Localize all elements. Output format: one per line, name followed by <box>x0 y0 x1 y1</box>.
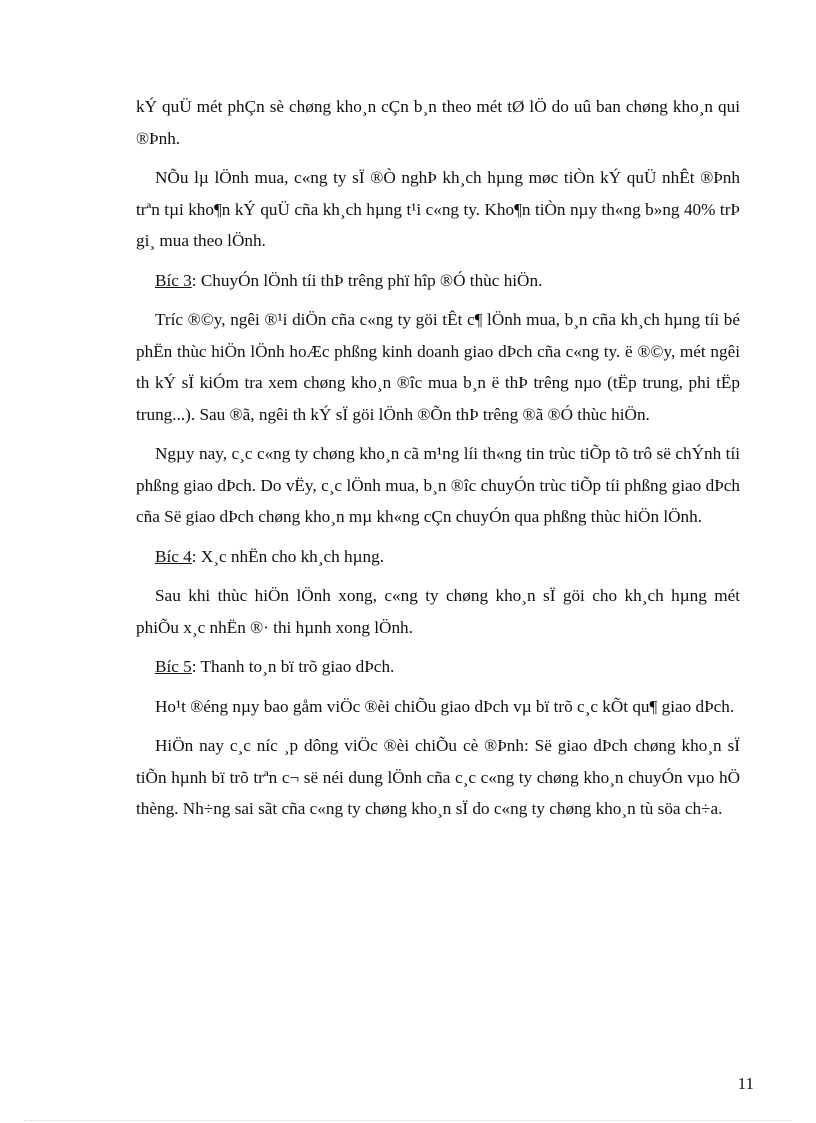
paragraph-confirmation: Sau khi thùc hiÖn lÖnh xong, c«ng ty chøng kho¸n sÏ göi cho kh¸ch hµng mét phiÕu x¸c nhËn ®· thi hµnh xong lÖnh. <box>136 586 740 637</box>
step-3-text: : ChuyÓn lÖnh tíi thÞ trêng phï hîp ®Ó thùc hiÖn. <box>191 270 543 290</box>
page-number: 11 <box>737 1074 754 1093</box>
step-4-heading <box>136 541 740 573</box>
paragraph-buy-order-deposit: NÕu lµ lÖnh mua, c«ng ty sÏ ®Ò nghÞ kh¸ch hµng møc tiÒn kÝ quÜ nhÊt ®Þnh trªn tµi kho¶n kÝ quÜ cña kh¸ch hµng t¹i c«ng ty. Kho¶n tiÒn nµy th«ng b»ng 40% trÞ gi¸ mua theo lÖnh. <box>136 168 740 250</box>
step-5-heading <box>136 651 740 683</box>
paragraph-previous-process: Tríc ®©y, ngêi ®¹i diÖn cña c«ng ty göi tÊt c¶ lÖnh mua, b¸n cña kh¸ch hµng tíi bé phËn thùc hiÖn lÖnh hoÆc phßng kinh doanh giao dÞch cña c«ng ty. ë ®©y, mét ngêi th kÝ sÏ kiÓm tra xem chøng kho¸n ®îc mua b¸n ë thÞ trêng nµo (tËp trung, phi tËp trung...). Sau ®ã, ngêi th kÝ sÏ göi lÖnh ®Õn thÞ trêng ®ã ®Ó thùc hiÖn. <box>136 310 740 424</box>
step-4-label: Bíc 4 <box>155 546 192 566</box>
step-5-label: Bíc 5 <box>155 657 192 676</box>
step-3-heading <box>136 265 740 297</box>
footer-divider <box>24 1120 792 1121</box>
step-4-text: : X¸c nhËn cho kh¸ch hµng. <box>191 546 385 566</box>
paragraph-continuation: kÝ quÜ mét phÇn sè chøng kho¸n cÇn b¸n theo mét tØ lÖ do uû ban chøng kho¸n qui ®Þnh. <box>136 97 740 148</box>
paragraph-clearing-method: HiÖn nay c¸c níc ¸p dông viÖc ®èi chiÕu cè ®Þnh: Së giao dÞch chøng kho¸n sÏ tiÕn hµnh bï trõ trªn c¬ së néi dung lÖnh cña c¸c c«ng ty chøng kho¸n chuyÓn vµo hÖ thèng. Nh÷ng sai sãt cña c«ng ty chøng kho¸n sÏ do c«ng ty chøng kho¸n tù söa ch÷a. <box>136 736 740 818</box>
paragraph-clearing-activity: Ho¹t ®éng nµy bao gåm viÖc ®èi chiÕu giao dÞch vµ bï trõ c¸c kÕt qu¶ giao dÞch. <box>155 696 735 716</box>
paragraph-current-process: Ngµy nay, c¸c c«ng ty chøng kho¸n cã m¹ng líi th«ng tin trùc tiÕp tõ trô së chÝnh tíi phßng giao dÞch. Do vËy, c¸c lÖnh mua, b¸n ®îc chuyÓn trùc tiÕp tíi phßng giao dÞch cña Së giao dÞch chøng kho¸n mµ kh«ng cÇn chuyÓn qua phßng thùc hiÖn lÖnh. <box>136 444 740 526</box>
step-5-text: : Thanh to¸n bï trõ giao dÞch. <box>191 657 395 676</box>
step-3-label: Bíc 3 <box>155 270 192 290</box>
body-text <box>136 91 740 833</box>
